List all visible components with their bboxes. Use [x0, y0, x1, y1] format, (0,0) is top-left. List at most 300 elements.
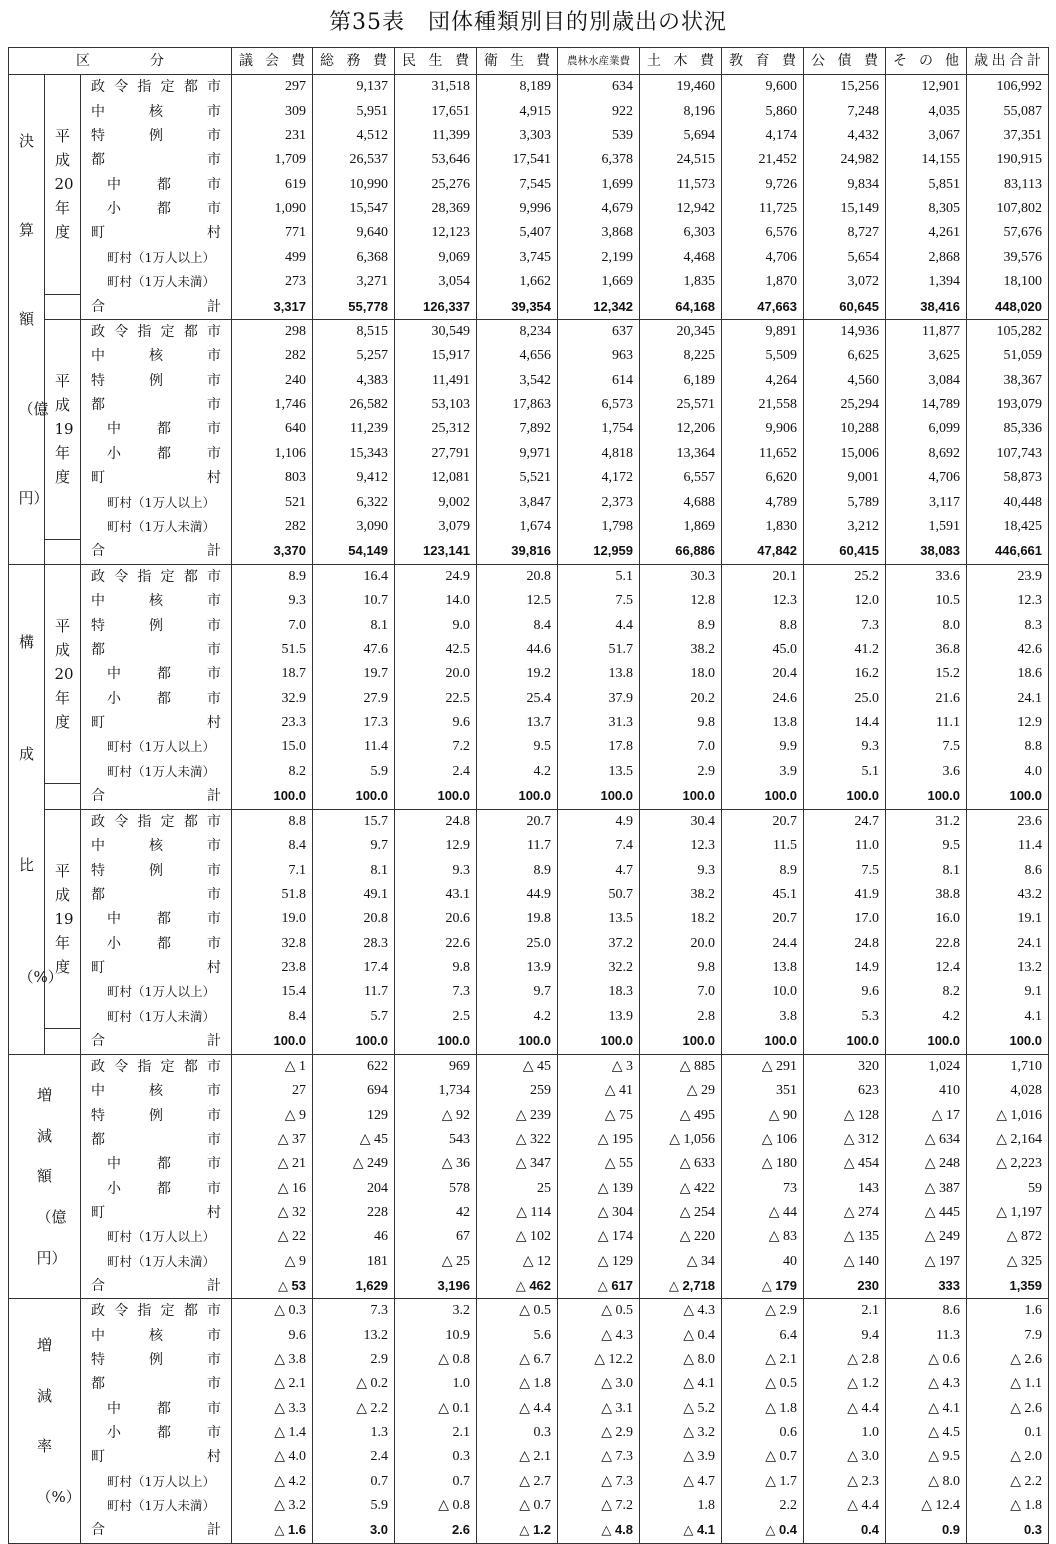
year-spacer [45, 539, 81, 564]
value-cell: 9.5 [477, 735, 558, 759]
value-cell: 15,343 [313, 442, 395, 466]
value-cell: 13.9 [558, 1005, 640, 1029]
value-cell: 12,081 [395, 466, 477, 490]
value-cell: 3,271 [313, 270, 395, 294]
row-label-text: 町 村 [91, 1204, 222, 1221]
row-label-text: 町村（1万人未満） [107, 1008, 215, 1024]
row-label [81, 1201, 232, 1225]
year-spacer [45, 1029, 81, 1054]
value-cell: △ 3.1 [558, 1397, 640, 1421]
value-cell: 9,069 [395, 245, 477, 269]
value-cell: △ 0.3 [232, 1299, 313, 1324]
value-cell: 0.1 [967, 1421, 1049, 1445]
column-header-label: 総 務 費 [320, 53, 388, 69]
value-cell: 100.0 [477, 1029, 558, 1054]
value-cell: △ 1.1 [967, 1372, 1049, 1396]
row-label [81, 221, 232, 245]
value-cell: 5.1 [804, 760, 886, 784]
value-cell: 47,842 [722, 539, 804, 564]
value-cell: 1,394 [886, 270, 967, 294]
value-cell: 17.0 [804, 907, 886, 931]
value-cell: 3,317 [232, 294, 313, 319]
value-cell: 100.0 [232, 1029, 313, 1054]
value-cell: 12,342 [558, 294, 640, 319]
value-cell: 3,084 [886, 369, 967, 393]
value-cell: 23.3 [232, 711, 313, 735]
value-cell: 39,576 [967, 245, 1049, 269]
value-cell: 31.2 [886, 809, 967, 834]
row-label-text: 合 計 [91, 788, 222, 805]
row-label-text: 政 令 指 定 都 市 [91, 813, 222, 830]
value-cell: 1,662 [477, 270, 558, 294]
table-row [9, 344, 1049, 368]
value-cell: 19.8 [477, 907, 558, 931]
value-cell: 27,791 [395, 442, 477, 466]
fiscal-year-label [45, 75, 81, 295]
row-label-text: 中 都 市 [107, 1156, 221, 1173]
value-cell: 0.3 [477, 1421, 558, 1445]
value-cell: 240 [232, 369, 313, 393]
value-cell: 1.0 [804, 1421, 886, 1445]
value-cell: 100.0 [886, 1029, 967, 1054]
row-label [81, 980, 232, 1004]
value-cell: △ 2.7 [477, 1470, 558, 1494]
value-cell: 21,558 [722, 393, 804, 417]
table-row [9, 614, 1049, 638]
row-label [81, 369, 232, 393]
value-cell: 30,549 [395, 319, 477, 344]
value-cell: △ 2,164 [967, 1128, 1049, 1152]
value-cell: 4.0 [967, 760, 1049, 784]
value-cell: 20.2 [640, 687, 722, 711]
value-cell: △ 633 [640, 1152, 722, 1176]
value-cell: 12.3 [640, 834, 722, 858]
value-cell: 55,778 [313, 294, 395, 319]
table-row [9, 980, 1049, 1004]
value-cell: 41.9 [804, 883, 886, 907]
value-cell: 963 [558, 344, 640, 368]
table-row [9, 1397, 1049, 1421]
row-label-text: 町 村 [91, 470, 222, 487]
value-cell: 20.7 [722, 809, 804, 834]
value-cell: 539 [558, 124, 640, 148]
row-label-text: 町村（1万人以上） [107, 1229, 215, 1245]
value-cell: 37.9 [558, 687, 640, 711]
value-cell: 5.9 [313, 1494, 395, 1518]
value-cell: △ 3.9 [640, 1445, 722, 1469]
row-label-text: 中 核 市 [91, 1083, 221, 1100]
value-cell: 15.4 [232, 980, 313, 1004]
value-cell: 1,699 [558, 172, 640, 196]
value-cell: 623 [804, 1079, 886, 1103]
value-cell: 351 [722, 1079, 804, 1103]
value-cell: 5,521 [477, 466, 558, 490]
table-row [9, 907, 1049, 931]
value-cell: 38,367 [967, 369, 1049, 393]
value-cell: 39,354 [477, 294, 558, 319]
value-cell: 333 [886, 1274, 967, 1299]
row-label-text: 町村（1万人未満） [107, 273, 215, 289]
value-cell: 5.7 [313, 1005, 395, 1029]
table-row [9, 270, 1049, 294]
value-cell: △ 55 [558, 1152, 640, 1176]
value-cell: △ 1.7 [722, 1470, 804, 1494]
value-cell: 20.0 [640, 932, 722, 956]
fiscal-year-label [45, 564, 81, 784]
section-label-char: 決 [18, 132, 34, 151]
value-cell: 12,959 [558, 539, 640, 564]
value-cell: 10,288 [804, 417, 886, 441]
fiscal-year-char: 成 [54, 641, 70, 660]
value-cell: 12.0 [804, 589, 886, 613]
value-cell: 6,557 [640, 466, 722, 490]
table-row [9, 490, 1049, 514]
value-cell: 9.3 [640, 859, 722, 883]
value-cell: △ 25 [395, 1250, 477, 1274]
value-cell: △ 12.2 [558, 1348, 640, 1372]
value-cell: 44.9 [477, 883, 558, 907]
table-row [9, 1421, 1049, 1445]
row-label-text: 小 都 市 [107, 1425, 221, 1442]
column-header [232, 48, 313, 75]
value-cell: 10,990 [313, 172, 395, 196]
value-cell: 309 [232, 99, 313, 123]
value-cell: 228 [313, 1201, 395, 1225]
value-cell: 4,035 [886, 99, 967, 123]
table-row [9, 1128, 1049, 1152]
value-cell: △ 0.4 [722, 1518, 804, 1543]
value-cell: 20.6 [395, 907, 477, 931]
value-cell: 9.9 [722, 735, 804, 759]
row-label [81, 1005, 232, 1029]
table-row [9, 172, 1049, 196]
value-cell: 40 [722, 1250, 804, 1274]
value-cell: 17,651 [395, 99, 477, 123]
value-cell: △ 7.3 [558, 1470, 640, 1494]
value-cell: 2.5 [395, 1005, 477, 1029]
value-cell: 100.0 [558, 1029, 640, 1054]
value-cell: 12.9 [967, 711, 1049, 735]
value-cell: △ 139 [558, 1176, 640, 1200]
value-cell: 100.0 [558, 784, 640, 809]
value-cell: 15,917 [395, 344, 477, 368]
value-cell: 24,982 [804, 148, 886, 172]
value-cell: 9,971 [477, 442, 558, 466]
value-cell: △ 2.1 [477, 1445, 558, 1469]
table-row [9, 1201, 1049, 1225]
value-cell: 3.2 [395, 1299, 477, 1324]
value-cell: 51.5 [232, 638, 313, 662]
value-cell: 11,399 [395, 124, 477, 148]
kubun-header-char: 分 [150, 53, 164, 69]
value-cell: △ 462 [477, 1274, 558, 1299]
kubun-header [9, 48, 232, 75]
value-cell: 181 [313, 1250, 395, 1274]
kubun-header-char: 区 [76, 53, 90, 69]
value-cell: 43.1 [395, 883, 477, 907]
value-cell: △ 254 [640, 1201, 722, 1225]
section-label-char: （%） [18, 967, 63, 986]
value-cell: 7.3 [395, 980, 477, 1004]
value-cell: 6,625 [804, 344, 886, 368]
value-cell: 85,336 [967, 417, 1049, 441]
value-cell: 7.2 [395, 735, 477, 759]
value-cell: 3.0 [313, 1518, 395, 1543]
value-cell: 12.3 [967, 589, 1049, 613]
value-cell: 4,261 [886, 221, 967, 245]
value-cell: 3.8 [722, 1005, 804, 1029]
fiscal-year-char: 平 [54, 862, 70, 881]
value-cell: △ 249 [886, 1225, 967, 1249]
value-cell: △ 8.0 [640, 1348, 722, 1372]
value-cell: 9.7 [477, 980, 558, 1004]
value-cell: 448,020 [967, 294, 1049, 319]
value-cell: 21,452 [722, 148, 804, 172]
value-cell: 17,863 [477, 393, 558, 417]
row-label-text: 政 令 指 定 都 市 [91, 1058, 222, 1075]
value-cell: 50.7 [558, 883, 640, 907]
value-cell: △ 2.1 [232, 1372, 313, 1396]
section-label-char: 額 [18, 310, 34, 329]
value-cell: 6,189 [640, 369, 722, 393]
value-cell: 24.6 [722, 687, 804, 711]
value-cell: 11,652 [722, 442, 804, 466]
table-row [9, 956, 1049, 980]
value-cell: 6,368 [313, 245, 395, 269]
value-cell: 24.4 [722, 932, 804, 956]
row-label-text: 合 計 [91, 1278, 222, 1295]
value-cell: 5,851 [886, 172, 967, 196]
value-cell: △ 0.5 [558, 1299, 640, 1324]
value-cell: 4,706 [722, 245, 804, 269]
table-row [9, 784, 1049, 809]
value-cell: 13.8 [558, 662, 640, 686]
value-cell: 100.0 [640, 784, 722, 809]
value-cell: 8.8 [722, 614, 804, 638]
value-cell: △ 197 [886, 1250, 967, 1274]
value-cell: 4,656 [477, 344, 558, 368]
value-cell: 129 [313, 1103, 395, 1127]
value-cell: △ 495 [640, 1103, 722, 1127]
row-label [81, 1445, 232, 1469]
table-row [9, 515, 1049, 539]
row-label [81, 197, 232, 221]
row-label-text: 都 市 [91, 642, 222, 659]
value-cell: △ 32 [232, 1201, 313, 1225]
column-header [558, 48, 640, 75]
table-row [9, 809, 1049, 834]
value-cell: 11.4 [313, 735, 395, 759]
value-cell: △ 9 [232, 1103, 313, 1127]
value-cell: 1,674 [477, 515, 558, 539]
value-cell: △ 75 [558, 1103, 640, 1127]
value-cell: 53,646 [395, 148, 477, 172]
value-cell: △ 322 [477, 1128, 558, 1152]
row-label-text: 中 核 市 [91, 593, 221, 610]
section-label-text [9, 1319, 80, 1522]
value-cell: △ 1.8 [477, 1372, 558, 1396]
value-cell: 25.2 [804, 564, 886, 589]
value-cell: 4.2 [477, 760, 558, 784]
value-cell: △ 249 [313, 1152, 395, 1176]
value-cell: △ 885 [640, 1054, 722, 1079]
value-cell: 33.6 [886, 564, 967, 589]
value-cell: △ 1,197 [967, 1201, 1049, 1225]
value-cell: 20.8 [477, 564, 558, 589]
value-cell: 922 [558, 99, 640, 123]
row-label [81, 75, 232, 100]
table-row [9, 393, 1049, 417]
value-cell: 1,734 [395, 1079, 477, 1103]
fiscal-year-char: 年 [54, 689, 70, 708]
value-cell: △ 7.3 [558, 1445, 640, 1469]
row-label [81, 270, 232, 294]
value-cell: 2.9 [313, 1348, 395, 1372]
value-cell: 100.0 [395, 1029, 477, 1054]
value-cell: △ 45 [313, 1128, 395, 1152]
table-row [9, 1250, 1049, 1274]
table-row [9, 442, 1049, 466]
value-cell: △ 220 [640, 1225, 722, 1249]
table-row [9, 1005, 1049, 1029]
table-row [9, 1372, 1049, 1396]
value-cell: 619 [232, 172, 313, 196]
value-cell: 12.8 [640, 589, 722, 613]
value-cell: 51,059 [967, 344, 1049, 368]
value-cell: 1,830 [722, 515, 804, 539]
value-cell: 2,868 [886, 245, 967, 269]
value-cell: 16.2 [804, 662, 886, 686]
value-cell: 20.8 [313, 907, 395, 931]
expenditure-table [8, 47, 1049, 1544]
value-cell: 45.1 [722, 883, 804, 907]
row-label [81, 417, 232, 441]
row-label [81, 907, 232, 931]
value-cell: 3,370 [232, 539, 313, 564]
value-cell: 7,892 [477, 417, 558, 441]
value-cell: 23.6 [967, 809, 1049, 834]
table-row [9, 369, 1049, 393]
value-cell: 9,600 [722, 75, 804, 100]
value-cell: 8,692 [886, 442, 967, 466]
table-row [9, 1274, 1049, 1299]
row-label-text: 中 都 市 [107, 421, 221, 438]
section-label-text [9, 586, 63, 1032]
value-cell: 9,001 [804, 466, 886, 490]
fiscal-year-char: 度 [54, 713, 70, 732]
row-label-text: 特 例 市 [91, 127, 221, 144]
section-label-char: 額 [36, 1167, 52, 1186]
value-cell: 5,951 [313, 99, 395, 123]
value-cell: 8.1 [886, 859, 967, 883]
row-label-text: 中 都 市 [107, 911, 221, 928]
value-cell: 22.5 [395, 687, 477, 711]
value-cell: 22.6 [395, 932, 477, 956]
value-cell: 13,364 [640, 442, 722, 466]
row-label [81, 1348, 232, 1372]
section-label-char: 減 [36, 1386, 52, 1405]
value-cell: 9.3 [232, 589, 313, 613]
value-cell: △ 0.2 [313, 1372, 395, 1396]
value-cell: △ 347 [477, 1152, 558, 1176]
column-header-label: 議 会 費 [239, 53, 306, 69]
value-cell: △ 422 [640, 1176, 722, 1200]
value-cell: 51.7 [558, 638, 640, 662]
table-row [9, 1324, 1049, 1348]
row-label-text: 小 都 市 [107, 200, 221, 217]
fiscal-year-char: 19 [54, 420, 74, 439]
value-cell: △ 617 [558, 1274, 640, 1299]
row-label-text: 中 核 市 [91, 1327, 221, 1344]
value-cell: 100.0 [886, 784, 967, 809]
value-cell: △ 45 [477, 1054, 558, 1079]
fiscal-year-char: 度 [54, 468, 70, 487]
table-row [9, 1445, 1049, 1469]
value-cell: 9,412 [313, 466, 395, 490]
value-cell: 8.0 [886, 614, 967, 638]
value-cell: 2.8 [640, 1005, 722, 1029]
value-cell: △ 53 [232, 1274, 313, 1299]
value-cell: 20,345 [640, 319, 722, 344]
row-label [81, 1324, 232, 1348]
page-title: 第35表 団体種類別目的別歳出の状況 [329, 10, 727, 35]
year-spacer [45, 294, 81, 319]
row-label [81, 1029, 232, 1054]
row-label [81, 809, 232, 834]
value-cell: 18,100 [967, 270, 1049, 294]
value-cell: △ 4.2 [232, 1470, 313, 1494]
value-cell: △ 2.9 [722, 1299, 804, 1324]
value-cell: △ 22 [232, 1225, 313, 1249]
value-cell: 100.0 [722, 784, 804, 809]
table-row [9, 294, 1049, 319]
table-row [9, 197, 1049, 221]
value-cell: 14,936 [804, 319, 886, 344]
value-cell: 30.4 [640, 809, 722, 834]
value-cell: 4,679 [558, 197, 640, 221]
value-cell: 4,706 [886, 466, 967, 490]
value-cell: 3,072 [804, 270, 886, 294]
value-cell: 3,212 [804, 515, 886, 539]
table-row [9, 1152, 1049, 1176]
value-cell: △ 9 [232, 1250, 313, 1274]
value-cell: △ 4.1 [640, 1372, 722, 1396]
value-cell: 18.0 [640, 662, 722, 686]
value-cell: 0.6 [722, 1421, 804, 1445]
value-cell: 0.7 [395, 1470, 477, 1494]
table-row [9, 124, 1049, 148]
table-row [9, 539, 1049, 564]
value-cell: 64,168 [640, 294, 722, 319]
value-cell: 67 [395, 1225, 477, 1249]
value-cell: 410 [886, 1079, 967, 1103]
value-cell: 8.2 [232, 760, 313, 784]
value-cell: 3,079 [395, 515, 477, 539]
value-cell: 107,743 [967, 442, 1049, 466]
value-cell: 543 [395, 1128, 477, 1152]
row-label-text: 町村（1万人以上） [107, 739, 215, 755]
value-cell: △ 106 [722, 1128, 804, 1152]
section-label [9, 1299, 81, 1543]
value-cell: △ 387 [886, 1176, 967, 1200]
row-label [81, 515, 232, 539]
value-cell: 25 [477, 1176, 558, 1200]
value-cell: 100.0 [313, 1029, 395, 1054]
table-row [9, 1225, 1049, 1249]
value-cell: 9,726 [722, 172, 804, 196]
value-cell: 14.9 [804, 956, 886, 980]
value-cell: 11,725 [722, 197, 804, 221]
